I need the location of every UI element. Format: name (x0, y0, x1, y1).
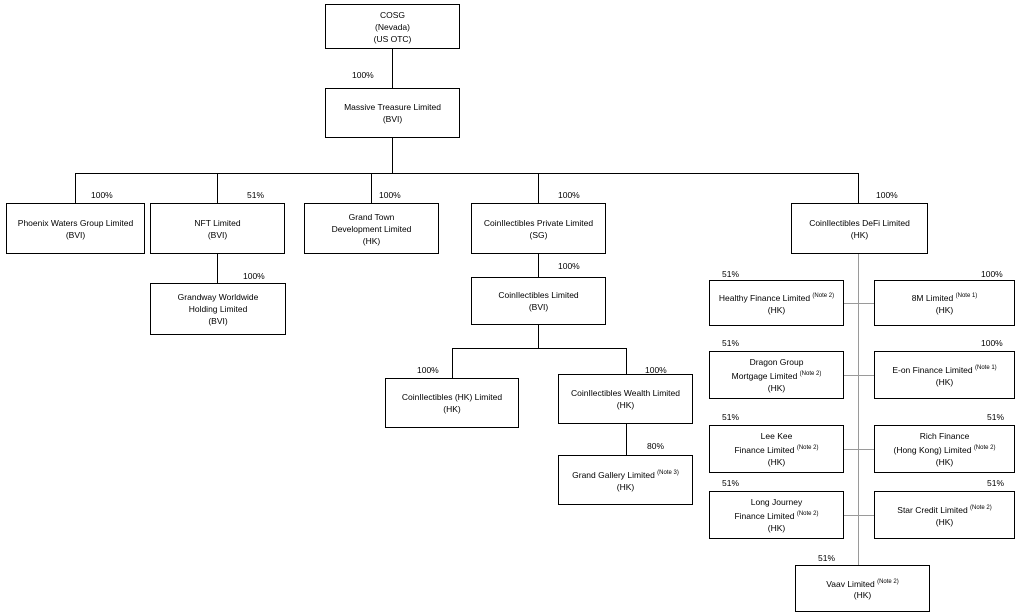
entity-node-cosg (325, 4, 460, 49)
ownership-pct-nft-limited: 51% (247, 190, 265, 200)
entity-node-line: (HK) (767, 382, 786, 393)
ownership-pct-grandway: 100% (243, 271, 265, 281)
entity-node-line: Mortgage Limited $^{(Note 2)}$ (731, 370, 822, 381)
entity-node-line: Vaav Limited $^{(Note 2)}$ (826, 578, 899, 589)
entity-node-line: (BVI) (65, 229, 86, 240)
connector-line (75, 173, 858, 174)
connector-line (844, 449, 874, 450)
entity-node-line: (HK) (767, 456, 786, 467)
connector-line (844, 515, 874, 516)
entity-node-line: Star Credit Limited $^{(Note 2)}$ (897, 504, 992, 515)
entity-node-line: (HK) (935, 516, 954, 527)
entity-node-line: (BVI) (382, 114, 403, 124)
entity-node-line: Grand Town (348, 211, 395, 222)
footnote-marker: (Note 2) (973, 445, 996, 452)
entity-node-line: (US OTC) (373, 33, 412, 44)
entity-node-line: (Nevada) (375, 21, 410, 32)
entity-node-line: E-on Finance Limited $^{(Note 1)}$ (892, 364, 997, 375)
connector-line (538, 173, 539, 203)
entity-node-8m-limited (874, 280, 1015, 326)
footnote-marker: (Note 1) (955, 293, 978, 300)
ownership-pct-star-credit: 51% (987, 478, 1005, 488)
connector-line (538, 325, 539, 348)
entity-node-massive-treasure (325, 88, 460, 138)
connector-line (844, 375, 874, 376)
ownership-pct-grand-gallery: 80% (647, 441, 665, 451)
entity-node-line: Healthy Finance Limited $^{(Note 2)}$ (718, 292, 835, 303)
ownership-pct-coinllectibles-defi: 100% (876, 190, 898, 200)
entity-node-line: NFT Limited (194, 217, 241, 228)
entity-node-coinllectibles-private (471, 203, 606, 254)
ownership-pct-long-journey: 51% (722, 478, 740, 488)
entity-node-coinllectibles-hk (385, 378, 519, 428)
entity-node-line: Finance Limited $^{(Note 2)}$ (734, 444, 819, 455)
entity-node-line: (HK) (616, 481, 635, 492)
entity-node-vaav-limited (795, 565, 930, 612)
footnote-marker: (Note 2) (812, 293, 835, 300)
footnote-marker: (Note 3) (657, 470, 679, 477)
footnote-marker: (Note 2) (877, 578, 899, 585)
entity-node-line: Long Journey (750, 497, 803, 508)
connector-line (452, 348, 453, 378)
entity-node-line: Lee Kee (760, 431, 793, 442)
ownership-pct-coinllectibles-hk: 100% (417, 365, 439, 375)
ownership-pct-dragon-group: 51% (722, 338, 740, 348)
entity-node-grandway (150, 283, 286, 335)
footnote-marker: (Note 2) (796, 445, 819, 452)
entity-node-line: (BVI) (528, 302, 549, 312)
entity-node-line: CoinIlectibles Private Limited (483, 217, 594, 228)
connector-line (217, 254, 218, 283)
ownership-pct-healthy-finance: 51% (722, 269, 740, 279)
connector-line (626, 348, 627, 374)
connector-line (392, 138, 393, 173)
entity-node-coinllectibles-limited (471, 277, 606, 325)
entity-node-line: Massive Treasure Limited (344, 102, 441, 112)
entity-node-line: CoinIlectibles (HK) Limited (401, 392, 503, 402)
entity-node-line: 8M Limited $^{(Note 1)}$ (911, 292, 978, 303)
entity-node-line: (BVI) (208, 316, 228, 326)
entity-node-line: (HK) (850, 229, 869, 240)
entity-node-line: Rich Finance (919, 431, 970, 442)
entity-node-line: CoinIlectibles Wealth Limited (571, 388, 680, 398)
entity-node-line: Phoenix Waters Group Limited (17, 217, 134, 228)
ownership-pct-vaav-limited: 51% (818, 553, 836, 563)
entity-node-rich-finance (874, 425, 1015, 473)
connector-line (538, 254, 539, 277)
entity-node-coinllectibles-defi (791, 203, 928, 254)
ownership-pct-coinllectibles-limited: 100% (558, 261, 580, 271)
entity-node-grand-town (304, 203, 439, 254)
connector-line (858, 254, 859, 570)
entity-node-line: Holding Limited (188, 304, 248, 314)
entity-node-lee-kee (709, 425, 844, 473)
entity-node-line: (HK) (935, 304, 954, 315)
footnote-marker: (Note 1) (975, 365, 997, 372)
entity-node-nft-limited (150, 203, 285, 254)
connector-line (858, 539, 859, 565)
entity-node-line: (HK) (443, 404, 461, 414)
entity-node-line: (HK) (767, 304, 786, 315)
entity-node-line: COSG (379, 9, 406, 20)
entity-node-star-credit (874, 491, 1015, 539)
entity-node-long-journey (709, 491, 844, 539)
entity-node-line: Grand Gallery Limited $^{(Note 3)}$ (572, 469, 679, 480)
entity-node-line: (HK) (853, 590, 872, 601)
footnote-marker: (Note 2) (796, 511, 819, 518)
connector-line (858, 173, 859, 203)
connector-line (392, 49, 393, 88)
entity-node-line: CoinIlectibles DeFi Limited (809, 217, 910, 228)
connector-line (371, 173, 372, 203)
entity-node-line: Development Limited (331, 223, 412, 234)
entity-node-line: (HK) (616, 400, 635, 410)
entity-node-line: Grandway Worldwide (177, 292, 259, 302)
entity-node-coinllectibles-wealth (558, 374, 693, 424)
entity-node-line: (HK) (767, 522, 786, 533)
entity-node-line: (SG) (529, 229, 548, 240)
ownership-pct-grand-town: 100% (379, 190, 401, 200)
entity-node-line: Dragon Group (749, 357, 804, 368)
entity-node-line: (Hong Kong) Limited $^{(Note 2)}$ (893, 444, 996, 455)
entity-node-line: Finance Limited $^{(Note 2)}$ (734, 510, 819, 521)
connector-line (844, 303, 874, 304)
ownership-pct-coinllectibles-wealth: 100% (645, 365, 667, 375)
ownership-pct-coinllectibles-private: 100% (558, 190, 580, 200)
entity-node-healthy-finance (709, 280, 844, 326)
ownership-pct-eon-finance: 100% (981, 338, 1003, 348)
entity-node-dragon-group (709, 351, 844, 399)
entity-node-line: (HK) (935, 456, 954, 467)
entity-node-line: (HK) (362, 235, 381, 246)
entity-node-grand-gallery (558, 455, 693, 505)
ownership-pct-massive-treasure: 100% (352, 70, 374, 80)
footnote-marker: (Note 2) (970, 505, 992, 512)
entity-node-line: (HK) (935, 376, 954, 387)
entity-node-phoenix-waters (6, 203, 145, 254)
entity-node-eon-finance (874, 351, 1015, 399)
connector-line (217, 173, 218, 203)
ownership-pct-lee-kee: 51% (722, 412, 740, 422)
footnote-marker: (Note 2) (799, 371, 822, 378)
ownership-pct-phoenix-waters: 100% (91, 190, 113, 200)
entity-node-line: (BVI) (207, 229, 228, 240)
connector-line (626, 424, 627, 455)
ownership-pct-8m-limited: 100% (981, 269, 1003, 279)
entity-node-line: CoinIlectibles Limited (498, 290, 579, 300)
connector-line (452, 348, 626, 349)
ownership-pct-rich-finance: 51% (987, 412, 1005, 422)
connector-line (75, 173, 76, 203)
